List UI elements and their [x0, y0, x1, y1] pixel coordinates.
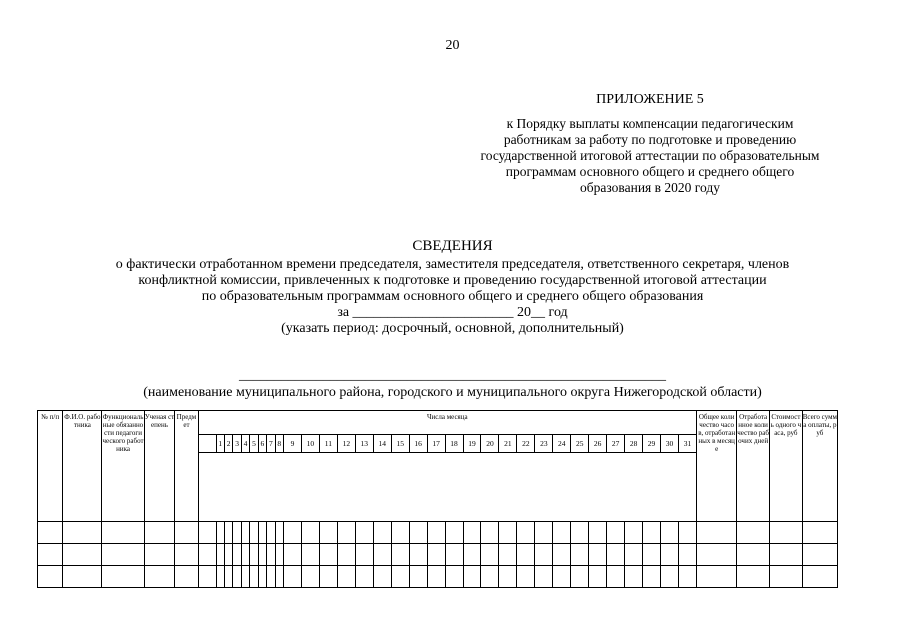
table-cell[interactable]: [198, 522, 216, 544]
day-number-cell: 4: [241, 435, 249, 453]
day-number-cell: 22: [517, 435, 535, 453]
table-cell[interactable]: [737, 522, 770, 544]
table-cell[interactable]: [250, 566, 258, 588]
table-cell[interactable]: [216, 544, 224, 566]
table-cell[interactable]: [571, 522, 589, 544]
table-cell[interactable]: [224, 544, 232, 566]
table-cell[interactable]: [553, 566, 571, 588]
table-cell[interactable]: [216, 566, 224, 588]
table-cell[interactable]: [337, 522, 355, 544]
table-cell[interactable]: [391, 522, 409, 544]
period-hint: (указать период: досрочный, основной, дополнительный): [281, 321, 624, 336]
day-number-cell: 15: [391, 435, 409, 453]
table-cell[interactable]: [102, 522, 144, 544]
table-row: [38, 522, 838, 544]
table-cell[interactable]: [607, 522, 625, 544]
table-cell[interactable]: [517, 522, 535, 544]
table-cell[interactable]: [258, 544, 266, 566]
table-row: [38, 544, 838, 566]
day-number-cell: 5: [250, 435, 258, 453]
table-cell[interactable]: [481, 522, 499, 544]
table-cell[interactable]: [661, 544, 679, 566]
table-cell[interactable]: [499, 566, 517, 588]
table-cell[interactable]: [499, 544, 517, 566]
appendix-line: образования в 2020 году: [580, 180, 720, 195]
table-cell[interactable]: [373, 566, 391, 588]
table-cell[interactable]: [275, 522, 283, 544]
table-cell[interactable]: [463, 566, 481, 588]
table-cell[interactable]: [337, 544, 355, 566]
day-number-cell: 6: [258, 435, 266, 453]
header-function: Функциональные обязанности педагогического работника: [102, 411, 144, 522]
day-number-cell: 30: [661, 435, 679, 453]
table-cell[interactable]: [445, 544, 463, 566]
appendix-line: к Порядку выплаты компенсации педагогическим: [506, 116, 794, 131]
table-cell[interactable]: [391, 544, 409, 566]
table-cell[interactable]: [373, 544, 391, 566]
table-cell[interactable]: [250, 544, 258, 566]
table-cell[interactable]: [589, 544, 607, 566]
table-cell[interactable]: [517, 566, 535, 588]
header-row: [38, 411, 838, 435]
table-cell[interactable]: [102, 544, 144, 566]
table-cell[interactable]: [63, 522, 102, 544]
day-number-cell: 14: [373, 435, 391, 453]
table-cell[interactable]: [233, 566, 241, 588]
table-cell[interactable]: [224, 522, 232, 544]
table-cell[interactable]: [241, 544, 249, 566]
municipality-blank-line: _____________________________________________________________: [239, 368, 666, 383]
appendix-line: государственной итоговой аттестации по образовательным: [480, 148, 820, 163]
table-cell[interactable]: [198, 544, 216, 566]
table-cell[interactable]: [499, 522, 517, 544]
table-cell[interactable]: [517, 544, 535, 566]
appendix-title: ПРИЛОЖЕНИЕ 5: [596, 92, 704, 107]
table-cell[interactable]: [284, 544, 302, 566]
table-cell[interactable]: [481, 544, 499, 566]
table-cell[interactable]: [589, 522, 607, 544]
table-cell[interactable]: [63, 544, 102, 566]
table-cell[interactable]: [319, 566, 337, 588]
day-number-cell: 25: [571, 435, 589, 453]
table-cell[interactable]: [144, 566, 175, 588]
table-cell[interactable]: [175, 544, 198, 566]
day-number-cell: 8: [275, 435, 283, 453]
table-cell[interactable]: [175, 566, 198, 588]
day-number-cell: 3: [233, 435, 241, 453]
header-degree: Ученая степень: [144, 411, 175, 522]
table-cell[interactable]: [661, 522, 679, 544]
table-cell[interactable]: [301, 522, 319, 544]
table-cell[interactable]: [445, 522, 463, 544]
report-table: [37, 410, 838, 588]
table-cell[interactable]: [769, 522, 802, 544]
day-number-cell: 27: [607, 435, 625, 453]
header-cost-per-hour: Стоимость одного часа, руб: [769, 411, 802, 522]
header-number: № п/п: [38, 411, 63, 522]
table-cell[interactable]: [267, 522, 275, 544]
table-cell[interactable]: [301, 544, 319, 566]
table-cell[interactable]: [144, 544, 175, 566]
table-cell[interactable]: [241, 522, 249, 544]
table-cell[interactable]: [697, 522, 737, 544]
day-number-cell: 11: [319, 435, 337, 453]
day-number-cell: 29: [643, 435, 661, 453]
table-cell[interactable]: [802, 522, 837, 544]
table-cell[interactable]: [678, 522, 696, 544]
period-line: за _______________________ 20__ год: [337, 305, 568, 320]
table-cell[interactable]: [427, 522, 445, 544]
day-number-cell: 9: [284, 435, 302, 453]
table-cell[interactable]: [319, 544, 337, 566]
header-days-worked: Отработанное количество рабочих дней: [737, 411, 770, 522]
table-cell[interactable]: [409, 544, 427, 566]
table-cell[interactable]: [769, 566, 802, 588]
table-cell[interactable]: [678, 566, 696, 588]
day-number-cell: 20: [481, 435, 499, 453]
heading-line: о фактически отработанном времени председателя, заместителя председателя, ответственного секретаря, членов: [115, 257, 790, 272]
document-title: СВЕДЕНИЯ: [412, 238, 493, 254]
table-cell[interactable]: [319, 522, 337, 544]
table-cell[interactable]: [63, 566, 102, 588]
day-number-cell: 17: [427, 435, 445, 453]
table-cell[interactable]: [275, 544, 283, 566]
header-name: Ф.И.О. работника: [63, 411, 102, 522]
table-cell[interactable]: [427, 544, 445, 566]
table-cell[interactable]: [769, 544, 802, 566]
table-cell[interactable]: [643, 566, 661, 588]
table-cell[interactable]: [802, 566, 837, 588]
table-cell[interactable]: [445, 566, 463, 588]
table-cell[interactable]: [535, 544, 553, 566]
day-number-cell: 13: [355, 435, 373, 453]
day-number-cell: 16: [409, 435, 427, 453]
table-cell[interactable]: [553, 544, 571, 566]
appendix-block: [440, 92, 860, 196]
table-cell[interactable]: [198, 566, 216, 588]
day-rest-cell: [198, 453, 697, 522]
table-cell[interactable]: [258, 566, 266, 588]
table-cell[interactable]: [737, 566, 770, 588]
day-number-cell: 2: [224, 435, 232, 453]
heading-line: конфликтной комиссии, привлеченных к подготовке и проведению государственной итоговой аттестации: [138, 273, 767, 288]
day-number-cell: 18: [445, 435, 463, 453]
table-cell[interactable]: [661, 566, 679, 588]
day-number-cell: 10: [301, 435, 319, 453]
day-number-cell: 21: [499, 435, 517, 453]
table-cell[interactable]: [284, 566, 302, 588]
table-cell[interactable]: [553, 522, 571, 544]
day-number-cell: 1: [216, 435, 224, 453]
page-number: 20: [445, 38, 460, 53]
table-cell[interactable]: [697, 544, 737, 566]
table-cell[interactable]: [409, 522, 427, 544]
table-cell[interactable]: [233, 544, 241, 566]
table-cell[interactable]: [589, 566, 607, 588]
table-cell[interactable]: [275, 566, 283, 588]
header-subject: Предмет: [175, 411, 198, 522]
table-cell[interactable]: [224, 566, 232, 588]
table-cell[interactable]: [102, 566, 144, 588]
day-number-cell: 7: [267, 435, 275, 453]
table-cell[interactable]: [607, 566, 625, 588]
day-number-cell: 28: [625, 435, 643, 453]
header-days-of-month: Числа месяца: [198, 411, 697, 435]
table-cell[interactable]: [427, 566, 445, 588]
table-cell[interactable]: [737, 544, 770, 566]
table-cell[interactable]: [216, 522, 224, 544]
table-cell[interactable]: [571, 566, 589, 588]
day-number-cell: 24: [553, 435, 571, 453]
table-cell[interactable]: [267, 566, 275, 588]
municipality-block: [0, 367, 905, 401]
table-cell[interactable]: [355, 544, 373, 566]
table-cell[interactable]: [373, 522, 391, 544]
table-cell[interactable]: [144, 522, 175, 544]
table-cell[interactable]: [697, 566, 737, 588]
day-number-cell: 23: [535, 435, 553, 453]
table-cell[interactable]: [625, 566, 643, 588]
heading-line: по образовательным программам основного общего и среднего общего образования: [201, 289, 704, 304]
document-heading: [0, 238, 905, 337]
table-cell[interactable]: [258, 522, 266, 544]
table-cell[interactable]: [802, 544, 837, 566]
table-cell[interactable]: [175, 522, 198, 544]
table-cell[interactable]: [463, 522, 481, 544]
table-cell[interactable]: [301, 566, 319, 588]
table-cell[interactable]: [535, 522, 553, 544]
municipality-caption: (наименование муниципального района, городского и муниципального округа Нижегородской области): [143, 385, 762, 400]
table-cell[interactable]: [391, 566, 409, 588]
table-cell[interactable]: [267, 544, 275, 566]
table-row: [38, 566, 838, 588]
table-cell[interactable]: [250, 522, 258, 544]
table-cell[interactable]: [481, 566, 499, 588]
table-cell[interactable]: [38, 522, 63, 544]
table-cell[interactable]: [409, 566, 427, 588]
appendix-line: программам основного общего и среднего общего: [505, 164, 795, 179]
table-cell[interactable]: [38, 566, 63, 588]
header-total-hours: Общее количество часов, отработанных в месяце: [697, 411, 737, 522]
table-cell[interactable]: [678, 544, 696, 566]
table-cell[interactable]: [355, 522, 373, 544]
header-total-pay: Всего сумма оплаты, руб: [802, 411, 837, 522]
table-cell[interactable]: [233, 522, 241, 544]
table-cell[interactable]: [535, 566, 553, 588]
day-number-cell: 19: [463, 435, 481, 453]
day-number-cell: 26: [589, 435, 607, 453]
appendix-line: работникам за работу по подготовке и проведению: [503, 132, 797, 147]
table-cell[interactable]: [355, 566, 373, 588]
table-cell[interactable]: [643, 522, 661, 544]
table-cell[interactable]: [241, 566, 249, 588]
table-cell[interactable]: [571, 544, 589, 566]
table-cell[interactable]: [607, 544, 625, 566]
day-number-cell: 12: [337, 435, 355, 453]
table-cell[interactable]: [337, 566, 355, 588]
table-cell[interactable]: [463, 544, 481, 566]
table-cell[interactable]: [38, 544, 63, 566]
day-spacer-cell: [198, 435, 216, 453]
table-cell[interactable]: [625, 522, 643, 544]
table-cell[interactable]: [284, 522, 302, 544]
day-number-cell: 31: [678, 435, 696, 453]
table-cell[interactable]: [625, 544, 643, 566]
table-cell[interactable]: [643, 544, 661, 566]
